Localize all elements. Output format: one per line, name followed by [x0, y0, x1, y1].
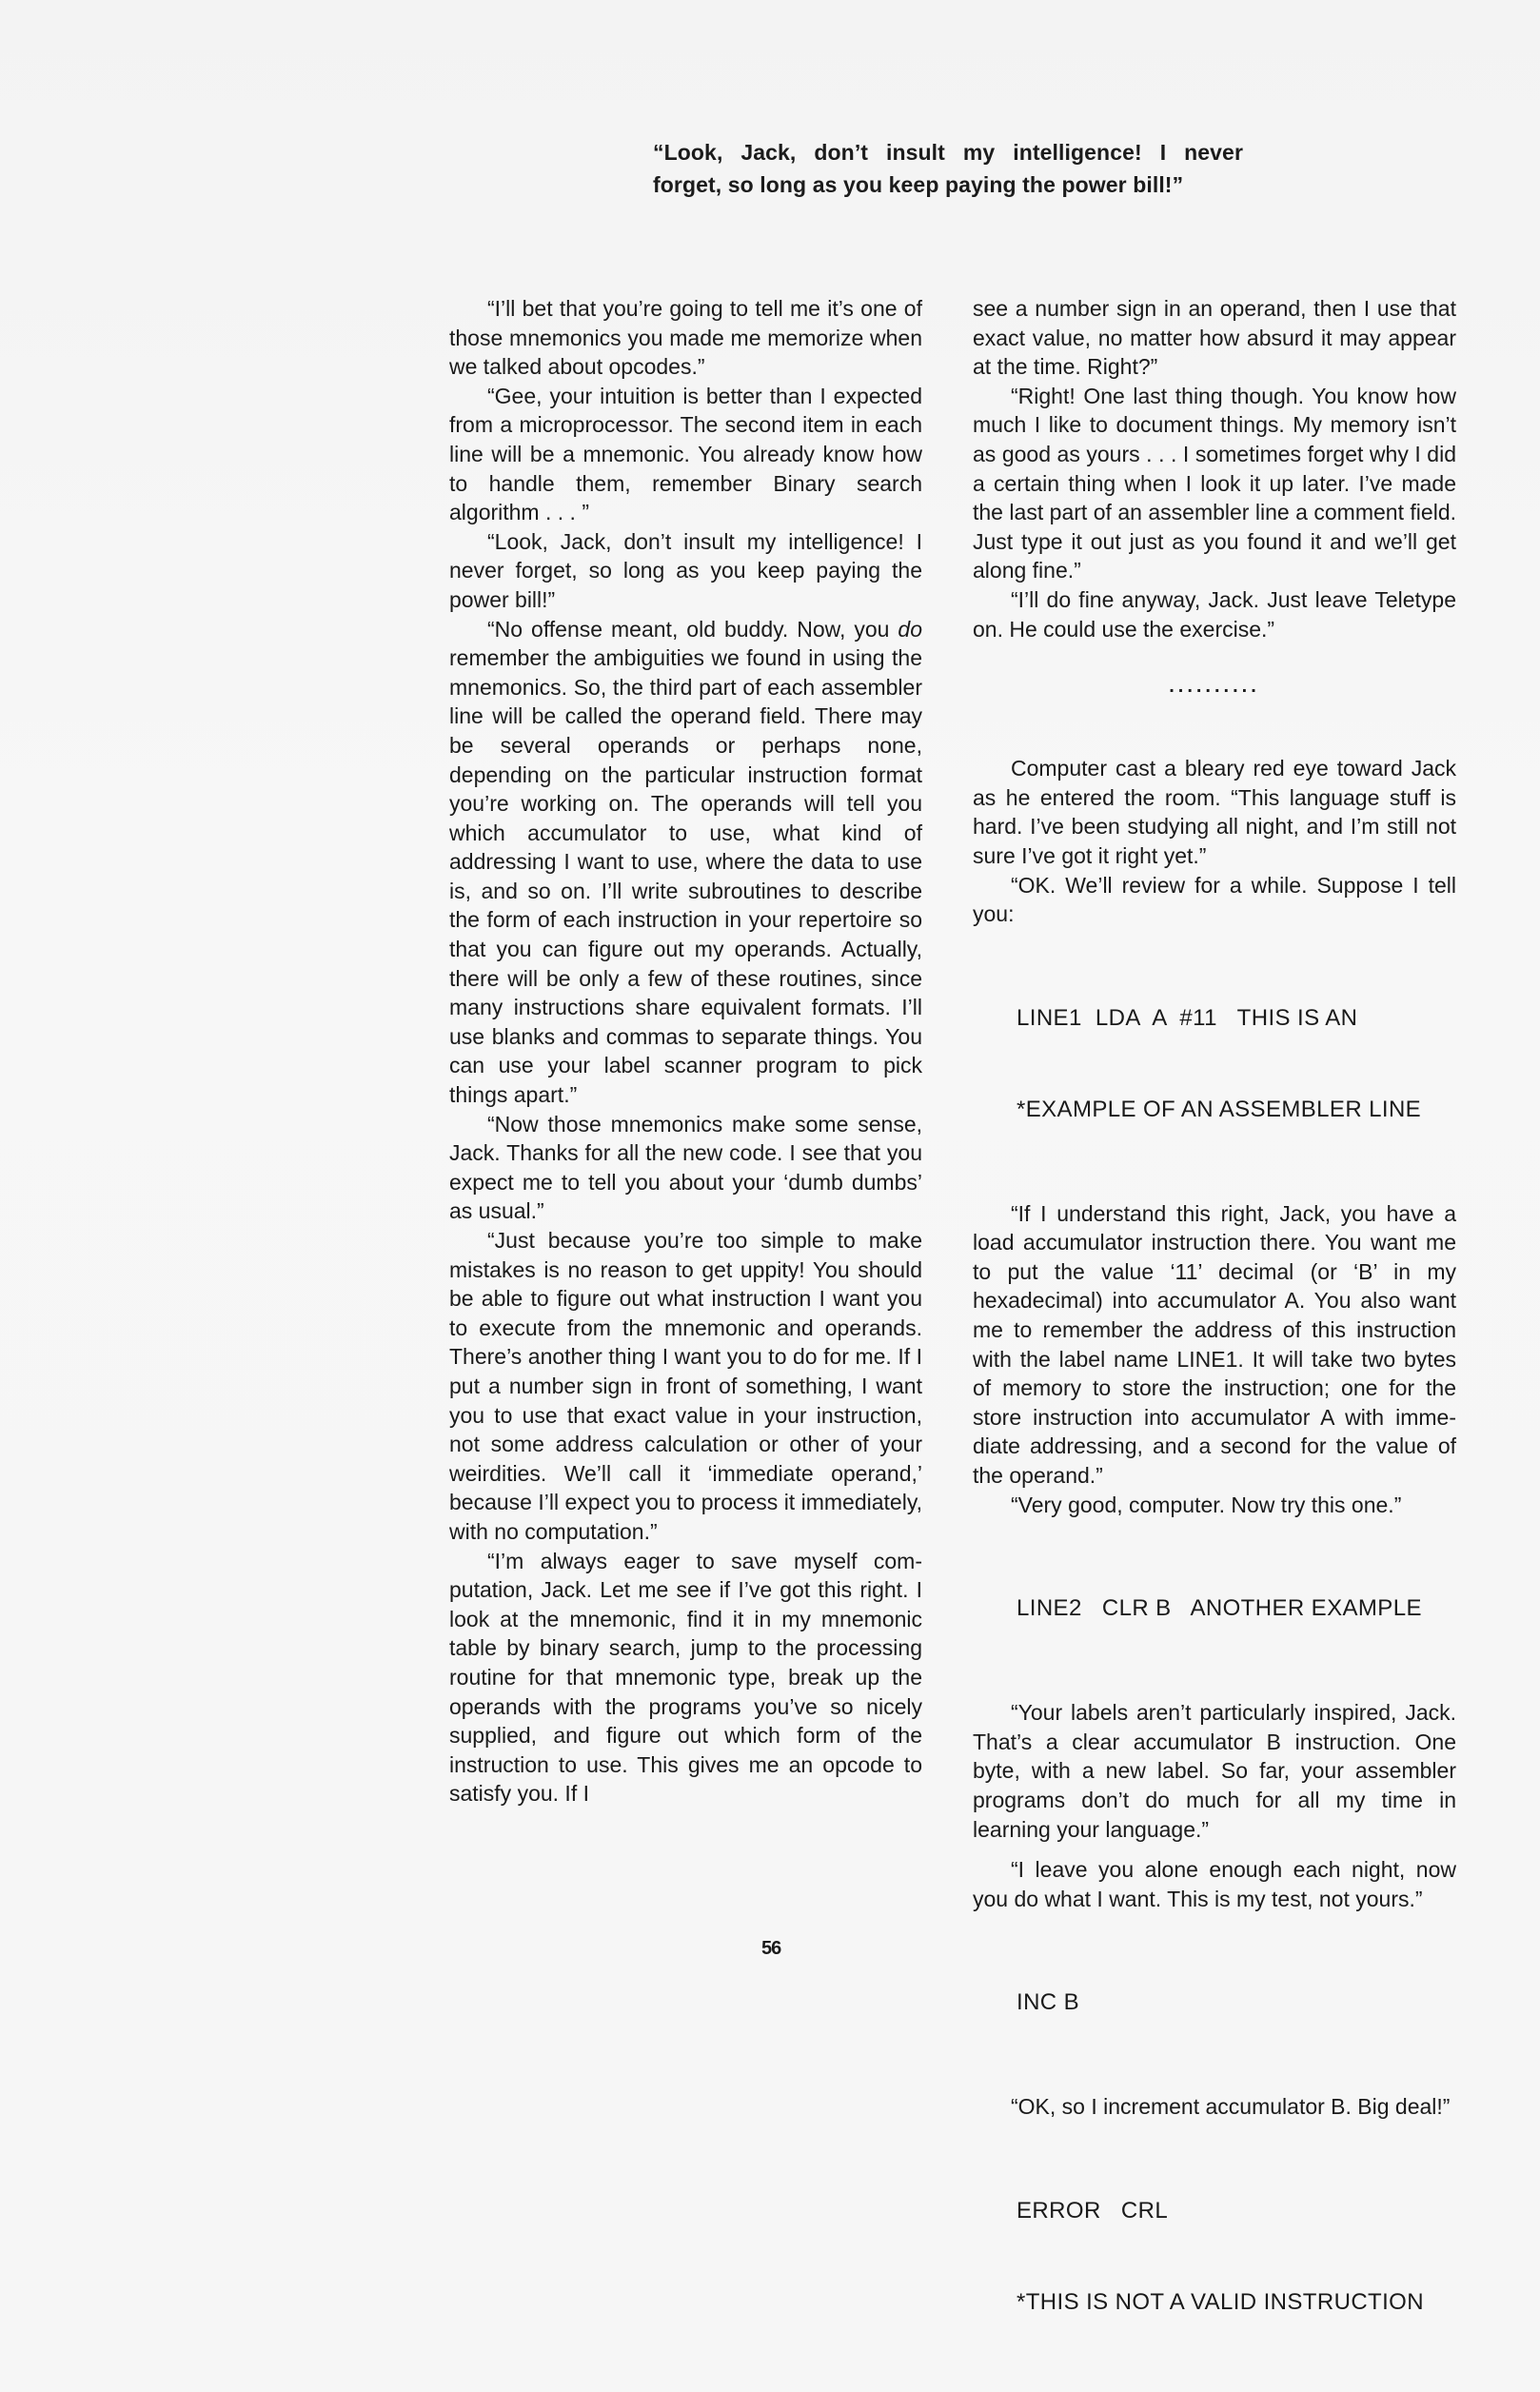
paragraph: “I’ll do fine anyway, Jack. Just leave Teletype on. He could use the exercise.”: [973, 586, 1456, 642]
right-column: [973, 294, 1456, 2392]
assembler-example-2: [1017, 1532, 1456, 1685]
paragraph: “Just because you’re too simple to make mistakes is no reason to get uppity! You should be able to figure out what instruction I want you to execute from the mnemonic and operands. There’s another thing I want you to do for me. If I put a number sign in front of something, I want you to use that exact value in your instruction, not some address calculation or other of your weirdities. We’ll call it ‘immediate operand,’ because I’ll expect you to process it immediately, with no computation.”: [449, 1228, 922, 1544]
assembler-example-3: [1017, 1927, 1456, 2079]
code-line: LINE2 CLR B ANOTHER EXAMPLE: [1017, 1595, 1422, 1622]
code-line: *THIS IS NOT A VALID INSTRUCTION: [1017, 2288, 1424, 2315]
paragraph: “I’m always eager to save myself computation, Jack. Let me see if I’ve got this right. I look at the mnemonic, find it in my mnemonic table by binary search, jump to the processing routine for that mnemonic type, break up the operands with the programs you’ve so nicely supplied, and figure out which form of the instruction to use. This gives me an opcode to satisfy you. If I: [449, 1548, 922, 1807]
paragraph: “OK, so I increment accumulator B. Big deal!”: [1011, 2094, 1451, 2120]
paragraph: “I’ll bet that you’re going to tell me it’s one of those mnemonics you made me memorize when we talked about opcodes.”: [449, 296, 922, 380]
code-line: ERROR CRL: [1017, 2197, 1169, 2224]
emphasis-word: do: [898, 616, 922, 642]
paragraph: “Gee, your intuition is better than I expected from a microprocessor. The second item in each line will be a mnemonic. You already know how to handle them, remember Binary search algorithm . . . ”: [449, 383, 922, 525]
paragraph-text-after: remember the ambiguities we found in using the mnemonics. So, the third part of each assembler line will be called the operand field. There may be several operands or perhaps none, depending on the particular instruction format you’re working on. The operands will tell you which accumulator to use, what kind of addressing I want to use, where the data to use is, and so on. I’ll write subroutines to describe the form of each instruction in your repertoire so that you can figure out my operands. Actually, there will be only a few of these routines, since many instructions share equivalent formats. I’ll use blanks and commas to separate things. You can use your label scanner program to pick things apart.”: [449, 645, 922, 1108]
assembler-example-4: [1017, 2135, 1456, 2379]
paragraph: “Very good, computer. Now try this one.”: [1011, 1492, 1402, 1517]
paragraph: “If I understand this right, Jack, you have a load accumulator instruction there. You want me to put the value ‘11’ decimal (or ‘B’ in my hexadecimal) into accumulator A. You also want me to remember the address of this instruction with the label name LINE1. It will take two bytes of memory to store the instruction; one for the store instruction into accumulator A with immediate addressing, and a second for the value of the operand.”: [973, 1200, 1456, 1489]
pull-quote-line-2: forget, so long as you keep paying the power bill!”: [653, 172, 1184, 197]
paragraph: “Your labels aren’t particularly inspired, Jack. That’s a clear accumulator B instruction. One byte, with a new label. So far, your assembler programs don’t do much for all my time in learning your language.”: [973, 1700, 1456, 1842]
paragraph: “OK. We’ll review for a while. Suppose I tell you:: [973, 872, 1456, 927]
paragraph: “I leave you alone enough each night, now you do what I want. This is my test, not yours.”: [973, 1857, 1456, 1911]
pull-quote: [653, 136, 1243, 201]
pull-quote-line-1: “Look, Jack, don’t insult my intelligence! I never: [653, 140, 1243, 165]
code-line: INC B: [1017, 1989, 1080, 2016]
section-separator: ..........: [1169, 676, 1260, 698]
paragraph: “Look, Jack, don’t insult my intelligence! I never forget, so long as you keep paying the power bill!”: [449, 528, 922, 612]
assembler-example-1: [1017, 942, 1456, 1186]
paragraph: Computer cast a bleary red eye toward Jack as he entered the room. “This language stuff is hard. I’ve been studying all night, and I’m still not sure I’ve got it right yet.”: [973, 756, 1456, 868]
paragraph-continuation: see a number sign in an operand, then I use that exact value, no matter how absurd it may appear at the time. Right?”: [973, 296, 1456, 380]
page-number: 56: [761, 1938, 781, 1959]
paragraph-with-emphasis: [449, 615, 922, 1110]
paragraph: “Now those mnemonics make some sense, Jack. Thanks for all the new code. I see that you expect me to tell you about your ‘dumb dumbs’ as usual.”: [449, 1111, 922, 1224]
paragraph: “Right! One last thing though. You know how much I like to document things. My memory isn’t as good as yours . . . I sometimes forget why I did a certain thing when I look it up later. I’ve made the last part of an assembler line a comment field. Just type it out just as you found it and we’ll get along fine.”: [973, 383, 1456, 583]
paragraph-text-before: “No offense meant, old buddy. Now, you: [487, 616, 898, 642]
code-line: *EXAMPLE OF AN ASSEMBLER LINE: [1017, 1096, 1422, 1122]
left-column: [449, 294, 922, 1809]
code-line: LINE1 LDA A #11 THIS IS AN: [1017, 1004, 1358, 1031]
